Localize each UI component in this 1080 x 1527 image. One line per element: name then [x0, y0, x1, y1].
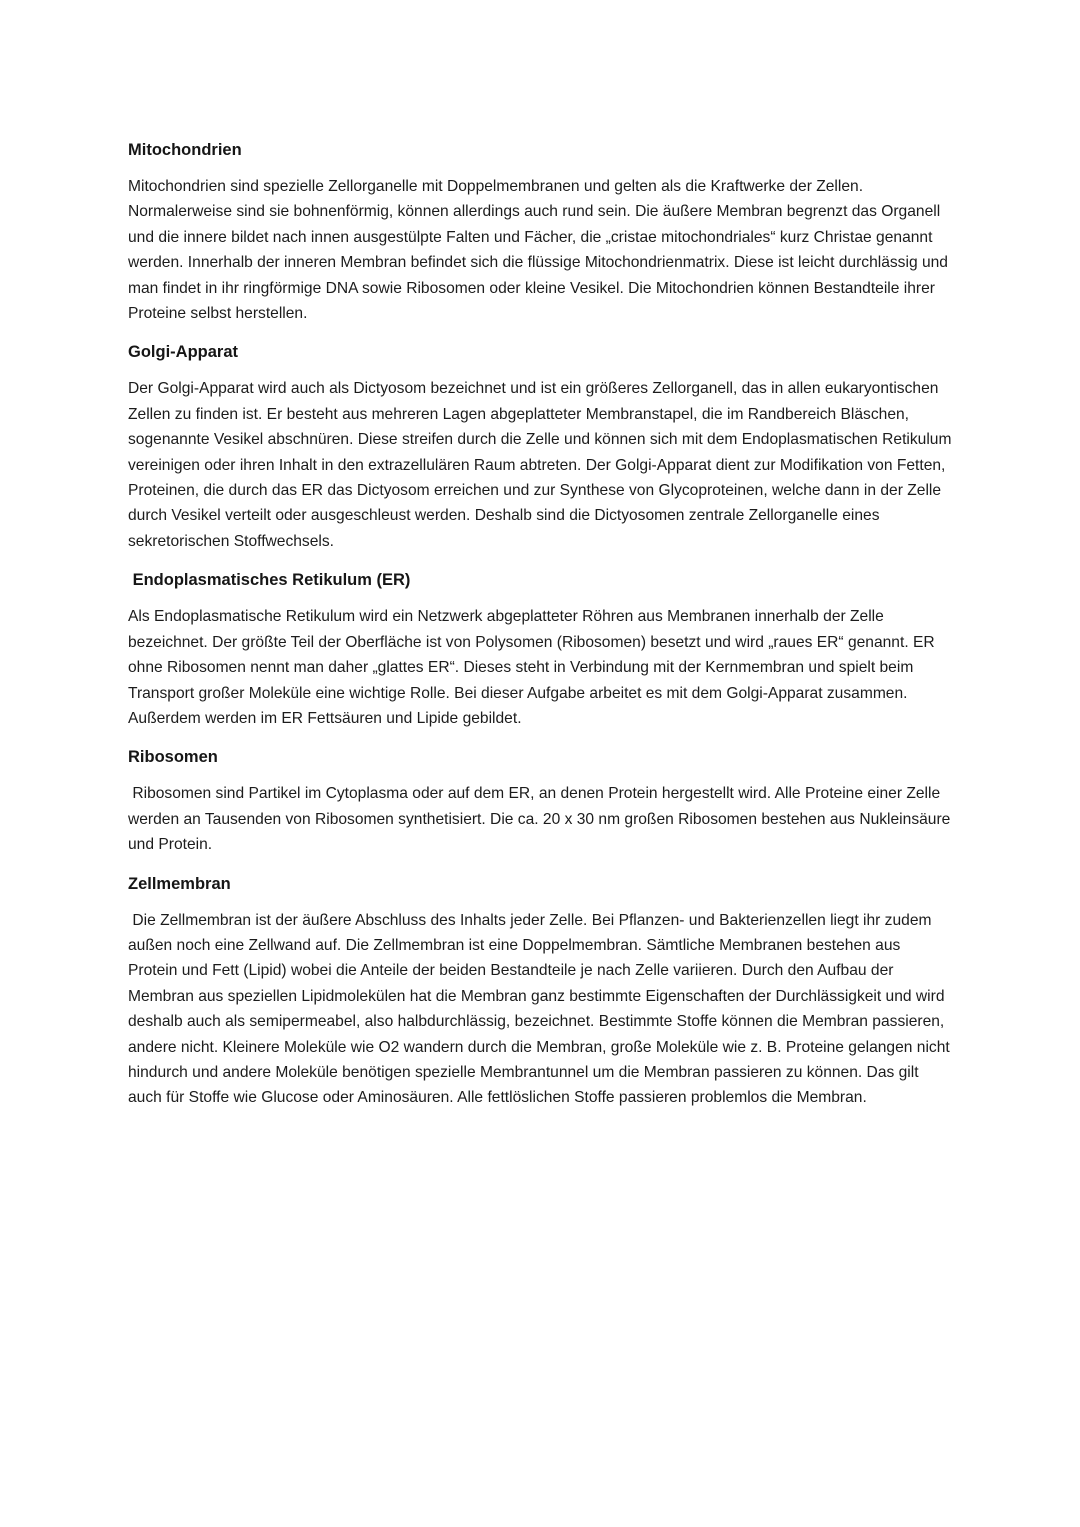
- section-heading-ribosomen: Ribosomen: [128, 748, 218, 767]
- section-heading-endoplasmatisches-retikulum: Endoplasmatisches Retikulum (ER): [128, 571, 411, 590]
- section-heading-zellmembran: Zellmembran: [128, 874, 231, 893]
- section-heading-mitochondrien: Mitochondrien: [128, 141, 242, 159]
- section-paragraph-mitochondrien: Mitochondrien sind spezielle Zellorganelle mit Doppelmembranen und gelten als die Kraftwerke der Zellen. Normalerweise sind sie bohnenförmig, können allerdings auch rund sein. Die äußere Membran begrenzt das Organell und die innere bildet nach innen ausgestülpte Falten und Fächer, die „cristae mitochondriales“ kurz Christae genannt werden. Innerhalb der inneren Membran befindet sich die flüssige Mitochondrienmatrix. Diese ist leicht durchlässig und man findet in ihr ringförmige DNA sowie Ribosomen oder kleine Vesikel. Die Mitochondrien können Bestandteile ihrer Proteine selbst herstellen.: [128, 178, 953, 323]
- section-paragraph-endoplasmatisches-retikulum: Als Endoplasmatische Retikulum wird ein Netzwerk abgeplatteter Röhren aus Membranen innerhalb der Zelle bezeichnet. Der größte Teil der Oberfläche ist von Polysomen (Ribosomen) besetzt und wird „raues ER“ genannt. ER ohne Ribosomen nennt man daher „glattes ER“. Dieses steht in Verbindung mit der Kernmembran und spielt beim Transport großer Moleküle eine wichtige Rolle. Bei dieser Aufgabe arbeitet es mit dem Golgi-Apparat zusammen. Außerdem werden im ER Fettsäuren und Lipide gebildet.: [128, 608, 939, 727]
- section-mitochondrien: [128, 137, 952, 326]
- section-golgi-apparat: [128, 339, 956, 554]
- section-zellmembran: [128, 871, 955, 1111]
- section-paragraph-ribosomen: Ribosomen sind Partikel im Cytoplasma oder auf dem ER, an denen Protein hergestellt wird. Alle Proteine einer Zelle werden an Tausenden von Ribosomen synthetisiert. Die ca. 20 x 30 nm großen Ribosomen bestehen aus Nukleinsäure und Protein.: [128, 785, 955, 854]
- section-paragraph-zellmembran: Die Zellmembran ist der äußere Abschluss des Inhalts jeder Zelle. Bei Pflanzen- und Bakterienzellen liegt ihr zudem außen noch eine Zellwand auf. Die Zellmembran ist eine Doppelmembran. Sämtliche Membranen bestehen aus Protein und Fett (Lipid) wobei die Anteile der beiden Bestandteile je nach Zelle variieren. Durch den Aufbau der Membran aus speziellen Lipidmolekülen hat die Membran ganz bestimmte Eigenschaften der Durchlässigkeit und wird deshalb auch als semipermeabel, also halbdurchlässig, bezeichnet. Bestimmte Stoffe können die Membran passieren, andere nicht. Kleinere Moleküle wie O2 wandern durch die Membran, große Moleküle wie z. B. Proteine gelangen nicht hindurch und andere Moleküle benötigen spezielle Membrantunnel um die Membran passieren zu können. Das gilt auch für Stoffe wie Glucose oder Aminosäuren. Alle fettlöslichen Stoffe passieren problemlos die Membran.: [128, 911, 955, 1107]
- section-paragraph-golgi-apparat: Der Golgi-Apparat wird auch als Dictyosom bezeichnet und ist ein größeres Zellorganell, das in allen eukaryontischen Zellen zu finden ist. Er besteht aus mehreren Lagen abgeplatteter Membranstapel, die im Randbereich Bläschen, sogenannte Vesikel abschnüren. Diese streifen durch die Zelle und können sich mit dem Endoplasmatischen Retikulum vereinigen oder ihren Inhalt in den extrazellulären Raum abtreten. Der Golgi-Apparat dient zur Modifikation von Fetten, Proteinen, die durch das ER das Dictyosom erreichen und zur Synthese von Glycoproteinen, welche dann in der Zelle durch Vesikel verteilt oder ausgeschleust werden. Deshalb sind die Dictyosomen zentrale Zellorganelle eines sekretorischen Stoffwechsels.: [128, 380, 956, 550]
- section-endoplasmatisches-retikulum: [128, 567, 952, 731]
- section-heading-golgi-apparat: Golgi-Apparat: [128, 343, 238, 362]
- section-ribosomen: [128, 744, 955, 857]
